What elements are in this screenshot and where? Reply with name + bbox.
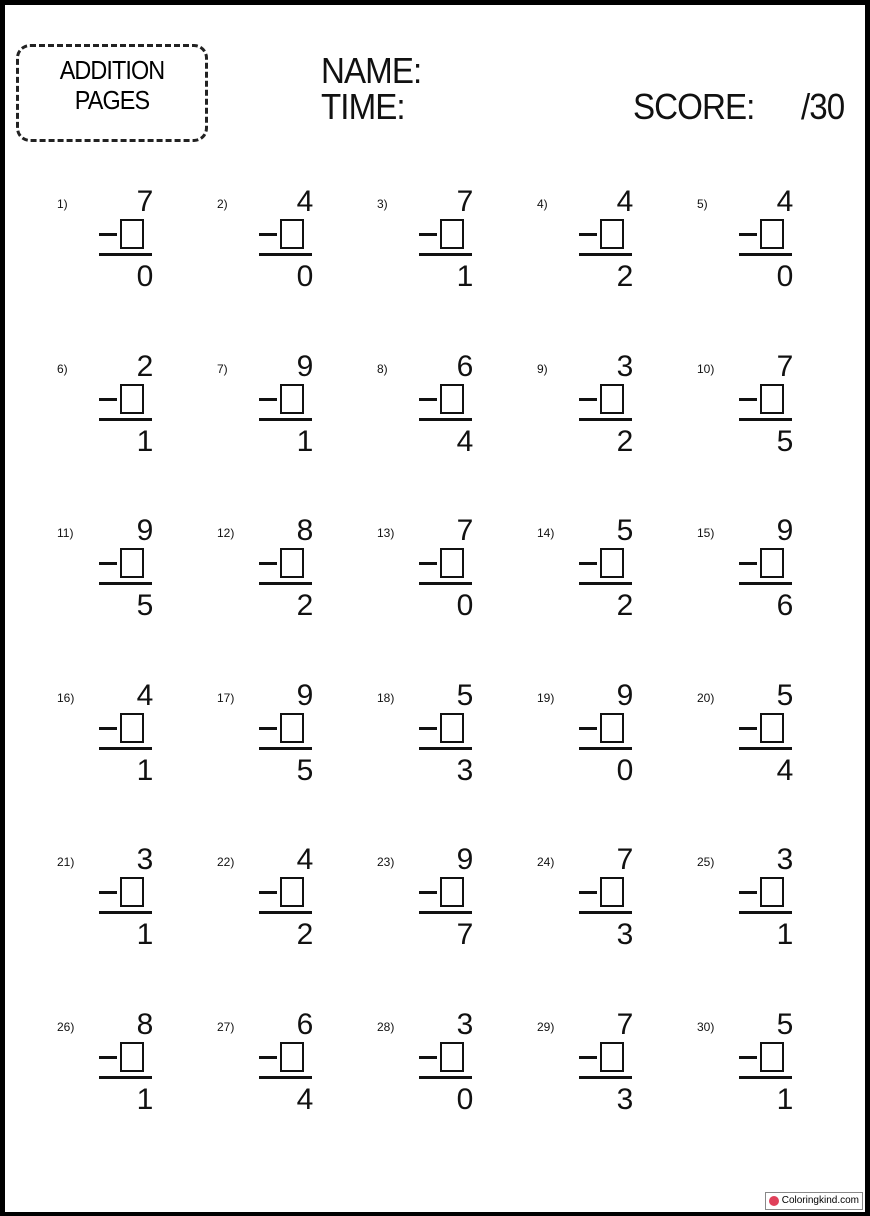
equals-line <box>259 253 312 256</box>
difference: 1 <box>456 260 474 293</box>
answer-box[interactable] <box>120 877 144 907</box>
answer-box[interactable] <box>600 877 624 907</box>
equals-line <box>419 582 472 585</box>
problem <box>217 843 377 1015</box>
minuend: 7 <box>456 185 474 218</box>
minuend: 3 <box>616 349 634 383</box>
minus-sign <box>99 562 117 565</box>
minus-sign <box>419 727 437 730</box>
minuend: 4 <box>296 185 314 218</box>
problem-number: 27) <box>217 1020 235 1034</box>
logo-icon <box>769 1196 779 1206</box>
difference: 4 <box>456 424 474 458</box>
problem <box>697 185 857 357</box>
difference: 3 <box>616 1083 634 1116</box>
problem <box>217 678 377 851</box>
equals-line <box>739 911 792 914</box>
problem <box>217 1008 377 1180</box>
minuend: 5 <box>456 678 474 712</box>
problem <box>217 185 377 357</box>
equals-line <box>99 911 152 914</box>
minuend: 5 <box>776 678 794 712</box>
minuend: 8 <box>136 1008 154 1041</box>
minuend: 9 <box>456 843 474 877</box>
minus-sign <box>419 562 437 565</box>
time-label: TIME: <box>321 86 405 127</box>
difference: 2 <box>616 260 634 293</box>
minus-sign <box>259 1056 277 1059</box>
problem-number: 24) <box>537 855 555 870</box>
minuend: 3 <box>456 1008 474 1041</box>
problem <box>697 349 857 522</box>
problem-number: 6) <box>57 361 68 376</box>
minus-sign <box>259 891 277 894</box>
problem <box>697 514 857 686</box>
minus-sign <box>579 562 597 565</box>
answer-box[interactable] <box>600 219 624 249</box>
title-badge <box>16 44 208 142</box>
problem-number: 10) <box>697 361 715 376</box>
problem-number: 14) <box>537 526 555 541</box>
difference: 0 <box>776 260 794 293</box>
minus-sign <box>99 233 117 236</box>
answer-box[interactable] <box>280 384 304 414</box>
answer-box[interactable] <box>600 1042 624 1072</box>
minuend: 5 <box>616 514 634 548</box>
problem-number: 21) <box>57 855 75 870</box>
minus-sign <box>739 398 757 401</box>
problem-number: 12) <box>217 526 235 541</box>
equals-line <box>579 1076 632 1079</box>
problem-number: 22) <box>217 855 235 870</box>
worksheet-page <box>5 5 865 1212</box>
answer-box[interactable] <box>760 713 784 743</box>
minus-sign <box>579 727 597 730</box>
problem <box>537 349 697 522</box>
problem <box>217 349 377 522</box>
minuend: 2 <box>136 349 154 383</box>
equals-line <box>419 1076 472 1079</box>
answer-box[interactable] <box>760 548 784 578</box>
answer-box[interactable] <box>600 384 624 414</box>
minuend: 7 <box>776 349 794 383</box>
answer-box[interactable] <box>600 713 624 743</box>
problem <box>377 1008 537 1180</box>
difference: 0 <box>456 1083 474 1116</box>
difference: 3 <box>616 918 634 952</box>
problem <box>57 843 217 1015</box>
problem <box>537 1008 697 1180</box>
answer-box[interactable] <box>440 1042 464 1072</box>
equals-line <box>259 747 312 750</box>
equals-line <box>739 1076 792 1079</box>
difference: 4 <box>296 1083 314 1116</box>
problem <box>537 185 697 357</box>
equals-line <box>99 1076 152 1079</box>
difference: 6 <box>776 589 794 623</box>
minuend: 9 <box>296 349 314 383</box>
logo-text: Coloringkind.com <box>781 1195 859 1206</box>
problem-number: 9) <box>537 361 548 376</box>
difference: 2 <box>616 424 634 458</box>
problem-number: 15) <box>697 526 715 541</box>
problem-number: 16) <box>57 690 75 705</box>
problem-number: 11) <box>57 526 74 541</box>
site-logo <box>765 1192 863 1210</box>
equals-line <box>739 253 792 256</box>
answer-box[interactable] <box>760 384 784 414</box>
equals-line <box>259 418 312 421</box>
minus-sign <box>419 398 437 401</box>
answer-box[interactable] <box>760 219 784 249</box>
answer-box[interactable] <box>280 713 304 743</box>
difference: 7 <box>456 918 474 952</box>
problem-number: 26) <box>57 1020 75 1034</box>
answer-box[interactable] <box>760 877 784 907</box>
name-label: NAME: <box>321 50 422 91</box>
minus-sign <box>579 891 597 894</box>
problem <box>697 678 857 851</box>
answer-box[interactable] <box>600 548 624 578</box>
problem <box>377 843 537 1015</box>
difference: 1 <box>776 918 794 952</box>
problem-number: 3) <box>377 197 388 211</box>
difference: 1 <box>136 424 154 458</box>
problem-number: 2) <box>217 197 228 211</box>
minus-sign <box>99 1056 117 1059</box>
minus-sign <box>259 562 277 565</box>
minuend: 7 <box>616 1008 634 1041</box>
problem <box>57 678 217 851</box>
answer-box[interactable] <box>280 548 304 578</box>
minus-sign <box>579 1056 597 1059</box>
answer-box[interactable] <box>440 713 464 743</box>
difference: 1 <box>136 753 154 787</box>
minuend: 6 <box>456 349 474 383</box>
answer-box[interactable] <box>120 219 144 249</box>
difference: 0 <box>296 260 314 293</box>
equals-line <box>419 253 472 256</box>
minuend: 5 <box>776 1008 794 1041</box>
answer-box[interactable] <box>440 219 464 249</box>
problem-number: 8) <box>377 361 388 376</box>
minuend: 3 <box>136 843 154 877</box>
problem-number: 30) <box>697 1020 715 1034</box>
problem <box>57 1008 217 1180</box>
problem-number: 5) <box>697 197 708 211</box>
difference: 0 <box>456 589 474 623</box>
equals-line <box>579 582 632 585</box>
equals-line <box>99 582 152 585</box>
equals-line <box>259 911 312 914</box>
minus-sign <box>259 727 277 730</box>
equals-line <box>99 418 152 421</box>
minuend: 4 <box>296 843 314 877</box>
equals-line <box>259 582 312 585</box>
problem <box>377 514 537 686</box>
badge-line-1: ADDITION <box>59 55 165 85</box>
problem <box>697 843 857 1015</box>
equals-line <box>579 911 632 914</box>
minuend: 7 <box>136 185 154 218</box>
equals-line <box>579 418 632 421</box>
difference: 5 <box>776 424 794 458</box>
minus-sign <box>259 233 277 236</box>
problem-number: 19) <box>537 690 555 705</box>
difference: 2 <box>296 918 314 952</box>
problem-number: 7) <box>217 361 228 376</box>
problem <box>697 1008 857 1180</box>
equals-line <box>419 911 472 914</box>
minus-sign <box>739 233 757 236</box>
problem-number: 1) <box>57 197 68 211</box>
problem-number: 23) <box>377 855 395 870</box>
difference: 5 <box>296 753 314 787</box>
minus-sign <box>579 398 597 401</box>
answer-box[interactable] <box>440 877 464 907</box>
difference: 2 <box>616 589 634 623</box>
problem <box>537 514 697 686</box>
answer-box[interactable] <box>120 384 144 414</box>
equals-line <box>99 747 152 750</box>
minus-sign <box>419 1056 437 1059</box>
minus-sign <box>739 562 757 565</box>
answer-box[interactable] <box>280 219 304 249</box>
problem <box>57 514 217 686</box>
minus-sign <box>739 1056 757 1059</box>
difference: 5 <box>136 589 154 623</box>
equals-line <box>419 747 472 750</box>
problem-number: 13) <box>377 526 395 541</box>
minus-sign <box>739 727 757 730</box>
problem <box>377 185 537 357</box>
minus-sign <box>259 398 277 401</box>
minus-sign <box>99 727 117 730</box>
difference: 1 <box>296 424 314 458</box>
minus-sign <box>99 891 117 894</box>
difference: 1 <box>136 1083 154 1116</box>
minus-sign <box>739 891 757 894</box>
answer-box[interactable] <box>440 548 464 578</box>
difference: 0 <box>136 260 154 293</box>
difference: 1 <box>136 918 154 952</box>
minuend: 6 <box>296 1008 314 1041</box>
equals-line <box>419 418 472 421</box>
answer-box[interactable] <box>120 548 144 578</box>
equals-line <box>739 582 792 585</box>
difference: 1 <box>776 1083 794 1116</box>
minuend: 9 <box>616 678 634 712</box>
problem <box>217 514 377 686</box>
minus-sign <box>579 233 597 236</box>
problem <box>57 349 217 522</box>
problem <box>537 843 697 1015</box>
answer-box[interactable] <box>120 1042 144 1072</box>
difference: 4 <box>776 753 794 787</box>
minuend: 9 <box>296 678 314 712</box>
problem-number: 18) <box>377 690 395 705</box>
answer-box[interactable] <box>280 1042 304 1072</box>
problem <box>377 349 537 522</box>
problem <box>537 678 697 851</box>
equals-line <box>579 253 632 256</box>
minuend: 8 <box>296 514 314 548</box>
badge-line-2: PAGES <box>74 85 150 115</box>
problem-number: 17) <box>217 690 235 705</box>
minuend: 9 <box>136 514 154 548</box>
problem-number: 28) <box>377 1020 395 1034</box>
minuend: 7 <box>456 514 474 548</box>
minuend: 7 <box>616 843 634 877</box>
answer-box[interactable] <box>280 877 304 907</box>
equals-line <box>739 747 792 750</box>
answer-box[interactable] <box>760 1042 784 1072</box>
equals-line <box>99 253 152 256</box>
equals-line <box>579 747 632 750</box>
difference: 0 <box>616 753 634 787</box>
equals-line <box>259 1076 312 1079</box>
score-label: SCORE: <box>633 86 755 127</box>
answer-box[interactable] <box>440 384 464 414</box>
difference: 3 <box>456 753 474 787</box>
equals-line <box>739 418 792 421</box>
minuend: 4 <box>136 678 154 712</box>
minus-sign <box>419 233 437 236</box>
difference: 2 <box>296 589 314 623</box>
minuend: 4 <box>776 185 794 218</box>
problem-number: 4) <box>537 197 548 211</box>
minus-sign <box>419 891 437 894</box>
problem <box>377 678 537 851</box>
problem-number: 25) <box>697 855 715 870</box>
answer-box[interactable] <box>120 713 144 743</box>
problem-number: 20) <box>697 690 715 705</box>
minuend: 9 <box>776 514 794 548</box>
problem-number: 29) <box>537 1020 555 1034</box>
score-total: /30 <box>801 86 845 127</box>
minuend: 3 <box>776 843 794 877</box>
problem <box>57 185 217 357</box>
minus-sign <box>99 398 117 401</box>
minuend: 4 <box>616 185 634 218</box>
